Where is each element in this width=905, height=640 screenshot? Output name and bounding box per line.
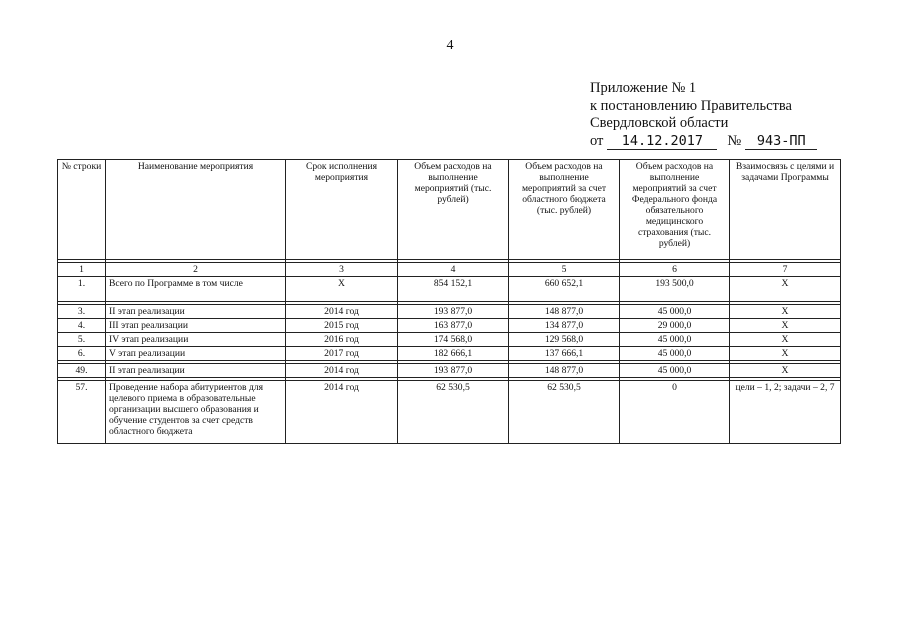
activity-term: 2016 год	[286, 333, 398, 347]
total-expenses: 193 877,0	[398, 364, 509, 378]
resolution-number: 943-ПП	[745, 134, 817, 150]
table-row	[58, 364, 841, 378]
row-number: 6.	[58, 347, 106, 361]
table-row	[58, 305, 841, 319]
header-regional-budget: Объем расходов на выполнение мероприятий за счет областного бюджета (тыс. рублей)	[509, 160, 620, 260]
activity-term: 2014 год	[286, 305, 398, 319]
total-expenses: 854 152,1	[398, 277, 509, 302]
activity-term: 2014 год	[286, 364, 398, 378]
header-total-expenses: Объем расходов на выполнение мероприятий (тыс. рублей)	[398, 160, 509, 260]
table-row	[58, 277, 841, 302]
column-number: 7	[730, 263, 841, 277]
column-number: 4	[398, 263, 509, 277]
regional-expenses: 148 877,0	[509, 364, 620, 378]
program-link: Х	[730, 319, 841, 333]
row-number: 1.	[58, 277, 106, 302]
row-number: 49.	[58, 364, 106, 378]
activity-name: II этап реализации	[106, 364, 286, 378]
row-number: 5.	[58, 333, 106, 347]
activity-name: IV этап реализации	[106, 333, 286, 347]
page-number: 4	[446, 38, 454, 53]
federal-expenses: 0	[620, 381, 730, 444]
date-prefix: от	[590, 132, 604, 149]
program-link: Х	[730, 305, 841, 319]
activity-term: 2017 год	[286, 347, 398, 361]
program-link: Х	[730, 333, 841, 347]
header-activity-name: Наименование мероприятия	[106, 160, 286, 260]
federal-expenses: 193 500,0	[620, 277, 730, 302]
appendix-header	[590, 80, 870, 150]
program-link: Х	[730, 277, 841, 302]
regional-expenses: 660 652,1	[509, 277, 620, 302]
row-number: 3.	[58, 305, 106, 319]
column-number: 1	[58, 263, 106, 277]
regional-expenses: 62 530,5	[509, 381, 620, 444]
column-number: 6	[620, 263, 730, 277]
program-link: Х	[730, 364, 841, 378]
total-expenses: 62 530,5	[398, 381, 509, 444]
program-link: цели – 1, 2; задачи – 2, 7	[730, 381, 841, 444]
appendix-title: Приложение № 1	[590, 80, 697, 96]
table-row	[58, 381, 841, 444]
federal-expenses: 45 000,0	[620, 333, 730, 347]
table-row	[58, 319, 841, 333]
total-expenses: 174 568,0	[398, 333, 509, 347]
table-row	[58, 333, 841, 347]
total-expenses: 182 666,1	[398, 347, 509, 361]
column-number: 3	[286, 263, 398, 277]
regional-expenses: 137 666,1	[509, 347, 620, 361]
resolution-date: 14.12.2017	[607, 134, 717, 150]
total-expenses: 163 877,0	[398, 319, 509, 333]
regional-expenses: 134 877,0	[509, 319, 620, 333]
header-federal-fund: Объем расходов на выполнение мероприятий за счет Федерального фонда обязательного медицинского страхования (тыс. рублей)	[620, 160, 730, 260]
appendix-region: Свердловской области	[590, 115, 729, 131]
column-number-row	[58, 263, 841, 277]
total-expenses: 193 877,0	[398, 305, 509, 319]
column-number: 2	[106, 263, 286, 277]
activity-name: Проведение набора абитуриентов для целевого приема в образовательные организации высшего образования и обучение студентов за счет средств областного бюджета	[106, 381, 286, 444]
table-row	[58, 347, 841, 361]
program-table	[57, 159, 841, 444]
program-link: Х	[730, 347, 841, 361]
header-term: Срок исполнения мероприятия	[286, 160, 398, 260]
activity-name: V этап реализации	[106, 347, 286, 361]
federal-expenses: 45 000,0	[620, 364, 730, 378]
activity-name: III этап реализации	[106, 319, 286, 333]
header-program-link: Взаимосвязь с целями и задачами Программы	[730, 160, 841, 260]
column-number: 5	[509, 263, 620, 277]
activity-name: Всего по Программе в том числе	[106, 277, 286, 302]
federal-expenses: 45 000,0	[620, 305, 730, 319]
appendix-resolution: к постановлению Правительства	[590, 97, 792, 114]
activity-term: 2014 год	[286, 381, 398, 444]
header-row-number: № строки	[58, 160, 106, 260]
activity-term: Х	[286, 277, 398, 302]
activity-name: II этап реализации	[106, 305, 286, 319]
appendix-date-line	[590, 133, 870, 151]
number-prefix: №	[727, 132, 742, 149]
row-number: 57.	[58, 381, 106, 444]
row-number: 4.	[58, 319, 106, 333]
table-header-row	[58, 160, 841, 260]
activity-term: 2015 год	[286, 319, 398, 333]
federal-expenses: 45 000,0	[620, 347, 730, 361]
federal-expenses: 29 000,0	[620, 319, 730, 333]
regional-expenses: 129 568,0	[509, 333, 620, 347]
regional-expenses: 148 877,0	[509, 305, 620, 319]
